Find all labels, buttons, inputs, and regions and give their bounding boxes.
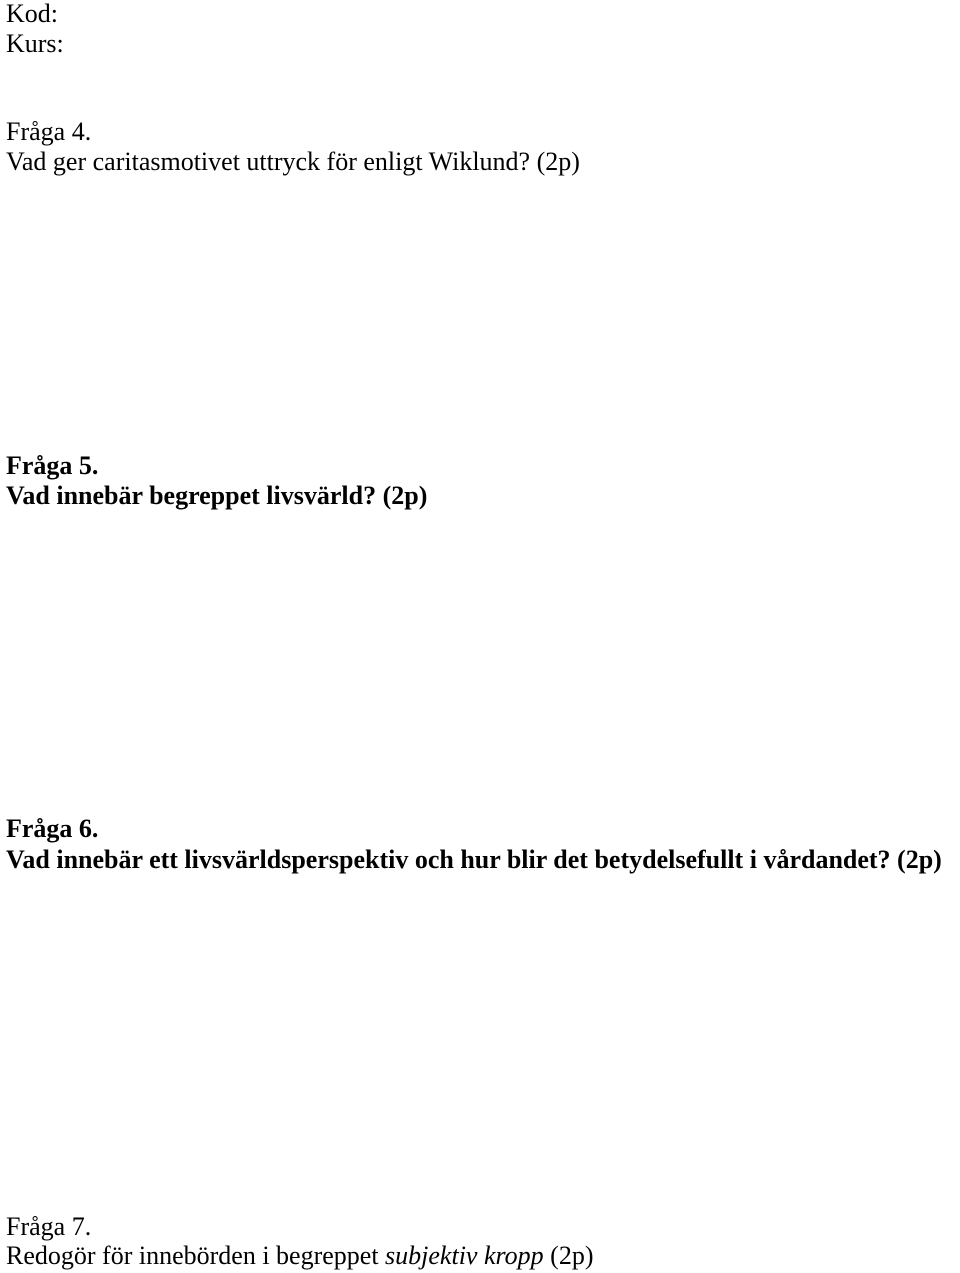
question-text-end: (2p) [543,1241,594,1270]
question-text-start: Redogör för innebörden i begreppet [6,1241,386,1270]
question-text: Vad ger caritasmotivet uttryck för enligt Wiklund? (2p) [6,147,580,176]
question-heading: Fråga 6. [6,814,99,843]
question-text: Vad innebär begreppet livsvärld? (2p) [6,481,428,510]
kod-label: Kod: [6,0,58,28]
question-text: Vad innebär ett livsvärldsperspektiv och hur blir det betydelsefullt i vårdandet? (2p) [6,845,942,874]
kurs-label: Kurs: [6,29,64,58]
question-text [6,1241,593,1271]
question-heading: Fråga 4. [6,117,92,146]
question-text-emphasis: subjektiv kropp [385,1241,544,1270]
question-heading: Fråga 7. [6,1212,92,1241]
question-heading: Fråga 5. [6,451,99,480]
